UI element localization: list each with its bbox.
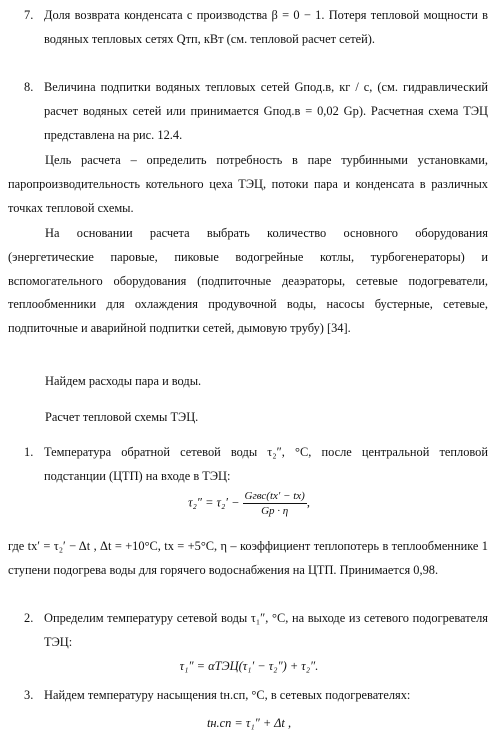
step-2-number: 2. [24, 611, 34, 625]
item-8-number: 8. [24, 80, 34, 94]
paragraph-where: где tх′ = τ₂′ − Δt , Δt = +10°С, tх = +5°С, η – коэффициент теплопотерь в теплообменнике 1 ступени подогрева воды для горячего водоснабжения на ЦТП. Принимается 0,98. [8, 539, 488, 577]
formula-1-fraction [243, 490, 307, 517]
item-8-text: Величина подпитки водяных тепловых сетей Gпод.в, кг / с, (см. гидравлический расчет водяных сетей или принимается Gпод.в = 0,02 Gр). Расчетная схема ТЭЦ представлена на рис. 12.4. [44, 80, 488, 142]
item-7-text: Доля возврата конденсата с производства β = 0 − 1. Потеря тепловой мощности в водяных тепловых сетях Qтп, кВт (см. тепловой расчет сетей). [44, 8, 488, 46]
formula-saturation-temp: tн.сп = τ₁″ + Δt , [206, 716, 292, 730]
formula-1-lhs: τ₂″ = τ₂′ − [188, 495, 240, 510]
step-2-text: Определим температуру сетевой воды τ₁″, °С, на выходе из сетевого подогревателя ТЭЦ: [44, 611, 488, 649]
formula-return-water-temp [0, 490, 498, 517]
line-find-flows: Найдем расходы пара и воды. [45, 374, 202, 388]
step-1-number: 1. [24, 445, 34, 459]
formula-1-denominator: Gр · η [261, 505, 289, 517]
item-7-number: 7. [24, 8, 34, 22]
step-1-text: Температура обратной сетевой воды τ₂″, °С, после центральной тепловой подстанции (ЦТП) на входе в ТЭЦ: [44, 445, 488, 483]
step-3-text: Найдем температуру насыщения tн.сп, °С, в сетевых подогревателях: [44, 688, 411, 702]
paragraph-basis: На основании расчета выбрать количество основного оборудования (энергетические паровые, пиковые водогрейные котлы, турбогенераторы) и вспомогательного оборудования (подпиточные деаэраторы, сетевые подогреватели, теплообменники для охлаждения продувочной воды, насосы бустерные, сетевые, подпиточные и аварийной подпитки сетей, дымовую трубу) [34]. [8, 226, 488, 336]
formula-supply-water-temp: τ₁″ = αТЭЦ(τ₁′ − τ₂″) + τ₂″. [179, 659, 319, 673]
paragraph-goal: Цель расчета – определить потребность в паре турбинными установками, паропроизводительность котельного цеха ТЭЦ, потоки пара и конденсата в различных точках тепловой схемы. [8, 153, 488, 215]
formula-1-numerator: Gгвс(tх′ − tх) [244, 490, 305, 502]
step-3-number: 3. [24, 688, 34, 702]
formula-1-tail: , [306, 495, 310, 510]
line-calc-scheme: Расчет тепловой схемы ТЭЦ. [45, 410, 199, 424]
